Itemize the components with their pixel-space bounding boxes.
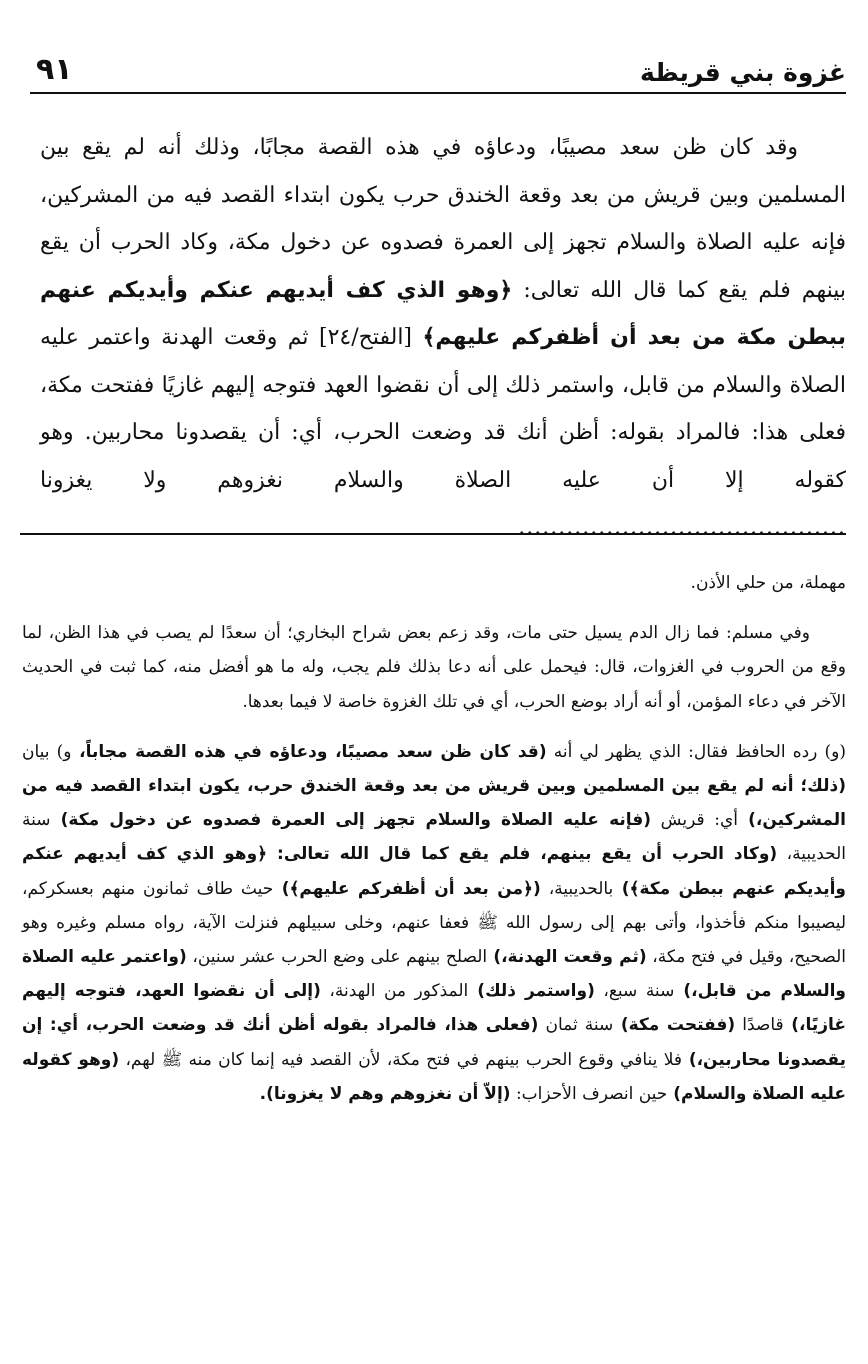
commentary-segment-bold: (إلاّ أن نغزوهم وهم لا يغزونا). <box>259 1083 511 1104</box>
commentary-segment: حين انصرف الأحزاب: <box>510 1083 668 1104</box>
commentary-segment-bold: (واستمر ذلك) <box>468 981 595 1002</box>
main-paragraph <box>40 124 846 552</box>
commentary-segment: سنة ثمان <box>538 1015 614 1036</box>
commentary-paragraph-2: وفي مسلم: فما زال الدم يسيل حتى مات، وقد زعم بعض شراح البخاري؛ أن سعدًا لم يصب في هذا الظن، لما وقع من الحروب في الغزوات، قال: فيحمل على أنه دعا بذلك فلم يجب، وله ما هو أفضل منه، كما ثبت في الحديث الآخر في دعاء المؤمن، أو أنه أراد بوضع الحرب، أي في تلك الغزوة خاصة لا فيما بعدها. <box>22 623 846 712</box>
main-text-part-1: وقد كان ظن سعد مصيبًا، ودعاؤه في هذه القصة مجابًا، وذلك أنه لم يقع بين المسلمين وبين قريش من بعد وقعة الخندق حرب يكون ابتداء القصد فيه من المشركين، فإنه عليه الصلاة والسلام تجهز إلى العمرة فصدوه عن دخول مكة، وكاد الحرب أن يقع بينهم فلم يقع كما قال الله تعالى: <box>40 135 846 303</box>
footnote-separator <box>20 533 846 535</box>
quran-verse: ﴿وهو الذي كف أيديهم عنكم وأيديكم عنهم ببطن مكة من بعد أن أظفركم عليهم﴾ <box>40 277 846 350</box>
commentary-segment-bold: (﴿من بعد أن أظفركم عليهم﴾) <box>273 878 541 899</box>
commentary-segment: قاصدًا <box>735 1015 784 1036</box>
commentary-paragraph-1: مهملة، من حلي الأذن. <box>690 573 846 593</box>
verse-reference: [الفتح/٢٤] <box>308 325 423 350</box>
running-title: غزوة بني قريظة <box>639 58 846 87</box>
commentary-paragraph-3 <box>22 735 846 1111</box>
commentary-segment-bold: (فعلى هذا، فالمراد بقوله أظن أنك قد وضعت الحرب، أي: إن يقصدونا محاربين،) <box>22 1015 846 1070</box>
commentary-segment: أي: قريش <box>651 810 738 831</box>
commentary-segment-bold: (ذلك؛ أنه لم يقع بين المسلمين وبين قريش من بعد وقعة الخندق حرب، يكون ابتداء القصد فيه من المشركين،) <box>22 776 846 831</box>
commentary-segment: (و) رده الحافظ فقال: الذي يظهر لي أنه <box>546 741 846 762</box>
commentary-segment: فلا ينافي وقوع الحرب بينهم في فتح مكة، لأن القصد فيه إنما كان منه ﷺ لهم، <box>119 1049 682 1070</box>
dotted-leader: ......................................... <box>518 515 846 540</box>
commentary-segment: سنة الحديبية، <box>22 810 846 865</box>
commentary-segment-bold: (واعتمر عليه الصلاة والسلام من قابل،) <box>22 947 847 1002</box>
commentary-segment: المذكور من الهدنة، <box>320 981 469 1002</box>
commentary-segment-bold: (وهو كقوله عليه الصلاة والسلام) <box>22 1049 846 1104</box>
commentary-segment: بالحديبية، <box>540 878 614 899</box>
commentary-segment: سنة سبع، <box>594 981 675 1002</box>
paragraph-gap <box>22 600 846 616</box>
main-text-part-2: ثم وقعت الهدنة واعتمر عليه الصلاة والسلام من قابل، واستمر ذلك إلى أن نقضوا العهد فتوجه إليهم غازيًا ففتحت مكة، فعلى هذا: فالمراد بقوله: أظن أنك قد وضعت الحرب، أي: أن يقصدونا محاربين. وهو كقوله إلا أن عليه الصلاة والسلام نغزوهم ولا يغزونا <box>40 325 846 493</box>
commentary-segment: و) بيان <box>22 741 72 762</box>
commentary <box>22 566 846 1111</box>
page-number: ٩١ <box>36 52 73 87</box>
main-text <box>40 124 846 552</box>
commentary-segment-bold: (ففتحت مكة) <box>613 1015 736 1036</box>
commentary-segment-bold: (قد كان ظن سعد مصيبًا، ودعاؤه في هذه القصة مجاباً، <box>71 741 547 762</box>
commentary-segment-bold: (إلى أن نقضوا العهد، فتوجه إليهم غازيًا،) <box>22 981 846 1036</box>
commentary-segment-bold: (فإنه عليه الصلاة والسلام تجهز إلى العمرة فصدوه عن دخول مكة) <box>50 810 652 831</box>
commentary-segment-bold: (وكاد الحرب أن يقع بينهم، فلم يقع كما قال الله تعالى: ﴿وهو الذي كف أيديهم عنكم وأيديكم عنهم ببطن مكة﴾) <box>22 844 846 899</box>
page-header <box>30 52 846 94</box>
commentary-segment-bold: (ثم وقعت الهدنة،) <box>487 947 647 968</box>
paragraph-gap <box>22 719 846 735</box>
commentary-segment: الصلح بينهم على وضع الحرب عشر سنين، <box>186 947 488 968</box>
commentary-segment: حيث طاف ثمانون منهم بعسكركم، ليصيبوا منكم فأخذوا، وأتى بهم إلى رسول الله ﷺ فعفا عنهم، وخلى سبيلهم فنزلت الآية، رواه مسلم وغيره وهو الصحيح، وقيل في فتح مكة، <box>22 878 846 968</box>
